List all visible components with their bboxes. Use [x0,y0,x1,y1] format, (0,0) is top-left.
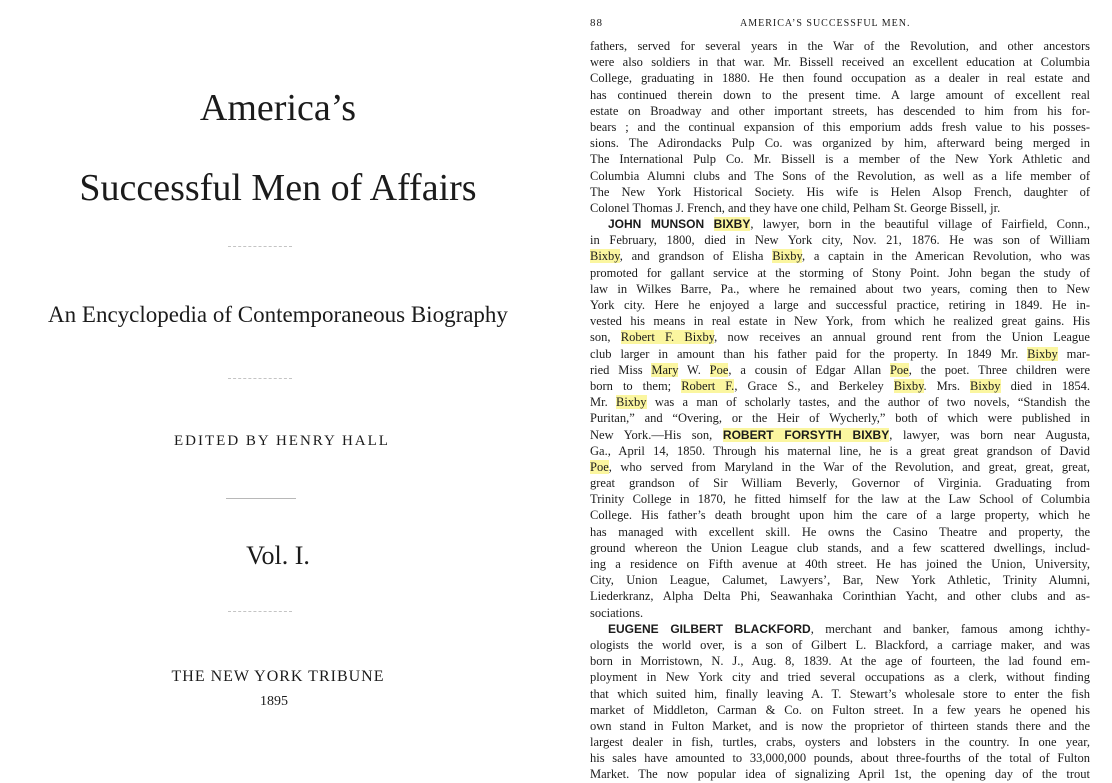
text-run: Trinity College in 1870, he fitted himself for the law at the Law School of Columbia [590,492,1090,507]
text-run: , merchant and banker, famous among ichthy- [810,621,1090,636]
text-line [590,378,1090,394]
text-line [590,718,1090,734]
highlighted-term: Poe [889,362,909,377]
editor-credit: EDITED BY HENRY HALL [174,433,390,449]
book-title-line-1: America’s [199,87,357,129]
text-run: has continued therein down to the present time. A large amount of excellent real [590,87,1090,102]
text-line [590,653,1090,669]
text-line [590,135,1090,151]
text-line [590,394,1090,410]
highlighted-term: Mary [651,362,679,377]
text-line [590,200,1090,216]
text-line [590,588,1090,604]
text-line [590,297,1090,313]
text-line [590,637,1090,653]
text-run: The New York Historical Society. His wife is Helen Alsop French, daughter of [590,184,1090,199]
text-run: W. [678,362,710,377]
highlighted-term: BIXBY [713,217,751,232]
text-run: great grandson of Sir William Beverly, Governor of Virginia. Graduating from [590,476,1090,491]
text-line [590,313,1090,329]
text-line [590,686,1090,702]
text-line [590,572,1090,588]
text-run: Mr. [590,395,616,410]
text-line [590,443,1090,459]
text-line [590,605,1090,621]
text-run: , lawyer, born in the beautiful village of Fairfield, Conn., [750,217,1090,232]
text-line [590,556,1090,572]
text-line [590,669,1090,685]
highlighted-term: Bixby [893,378,924,393]
text-run: , a cousin of Edgar Allan [728,362,890,377]
text-run: ground whereon the Union League club stands, and a few scattered dwellings, includ- [590,540,1090,555]
text-run: Columbia Alumni clubs and The Sons of the Revolution, as well as a life member of [590,168,1090,183]
text-run: . Mrs. [923,378,970,393]
text-run: College, graduating in 1880. He then found occupation as a dealer in real estate and [590,71,1090,86]
text-line [590,540,1090,556]
text-run: Liederkranz, Alpha Delta Phi, Seawanhaka Corinthian Yacht, and other clubs and as- [590,589,1090,604]
text-run: , lawyer, was born near Augusta, [889,427,1091,442]
highlighted-term: Bixby [772,249,802,264]
text-run: ployment in New York city and tried several occupations as a clerk, without finding [590,670,1090,685]
text-line [590,362,1090,378]
text-run: in February, 1800, died in New York city, Nov. 21, 1876. He was son of William [590,233,1090,248]
text-line [590,87,1090,103]
volume-label: Vol. I. [246,541,310,570]
text-run: Puritan,” and “Overing, or the Heir of Wycherly,” both of which were published in [590,411,1090,426]
text-run: largest dealer in fish, turtles, crabs, oysters and lobsters in the country. In one year, [590,735,1090,750]
text-line [590,524,1090,540]
text-run: has managed with excellent skill. He owns the Casino Theatre and property, the [590,524,1090,539]
text-run: Ga., April 14, 1850. Through his maternal line, he is a great great grandson of David [590,443,1090,458]
text-run: promoted for gallant service at the storming of Stony Point. John began the study of [590,265,1090,280]
text-run: estate on Broadway and other important streets, has descended to him from his for- [590,103,1090,118]
text-run: , Grace S., and Berkeley [734,378,894,393]
text-run: law in Wilkes Barre, Pa., where he remained about two years, coming then to New [590,281,1090,296]
text-line [590,281,1090,297]
text-run: City, Union League, Calumet, Lawyers’, Bar, New York Athletic, Trinity Alumni, [590,573,1090,588]
highlighted-term: Poe [590,459,609,474]
text-run: , now receives an annual ground rent from the Union League [714,330,1090,345]
text-line [590,475,1090,491]
text-run: sions. The Adirondacks Pulp Co. was organized by him, afterward being merged in [590,136,1090,151]
text-run: ried Miss [590,362,652,377]
text-run: vested his means in real estate in New York, from which he realized great gains. His [590,314,1090,329]
highlighted-term: ROBERT FORSYTH BIXBY [722,427,890,442]
text-line [590,750,1090,766]
text-line [590,54,1090,70]
text-line [590,507,1090,523]
highlighted-term: Poe [709,362,729,377]
text-run: fathers, served for several years in the War of the Revolution, and other ancestors [590,39,1090,53]
text-line [590,734,1090,750]
text-line [590,621,1090,637]
text-line [590,427,1090,443]
text-run: own stand in Fulton Market, and is now the proprietor of thirteen stands there and the [590,718,1090,733]
text-line [590,265,1090,281]
text-line [590,232,1090,248]
text-run: club larger in amount than his father paid for the property. In 1849 Mr. [590,346,1028,361]
text-line [590,184,1090,200]
highlighted-term: Robert F. Bixby [620,330,715,345]
highlighted-term: Bixby [615,395,647,410]
text-run: ologists the world over, is a son of Gilbert L. Blackford, a carriage maker, and was [590,637,1090,652]
running-head: AMERICA’S SUCCESSFUL MEN. [740,18,911,29]
text-line [590,329,1090,345]
text-run: ing a residence on Fifth avenue at 40th street. He has joined the Union, University, [590,557,1090,571]
text-line [590,766,1090,782]
highlighted-term: Bixby [969,378,1001,393]
text-line [590,103,1090,119]
text-run: market of Middleton, Carman & Co. on Fulton street. In a few years he opened his [590,702,1090,717]
text-run: , and grandson of Elisha [619,249,773,264]
text-run: were also soldiers in that war. Mr. Bissell received an excellent education at Columbia [590,55,1090,70]
text-line [590,151,1090,167]
text-run: York city. Here he enjoyed a large and successful practice, retiring in 1849. He in- [590,298,1090,312]
highlighted-term: Bixby [590,249,620,264]
text-line [590,346,1090,362]
text-line [590,491,1090,507]
text-line [590,168,1090,184]
text-run: , who served from Maryland in the War of the Revolution, and great, great, great, [608,459,1090,474]
text-run: Market. The now popular idea of signalizing April 1st, the opening day of the trout [590,767,1090,782]
text-line [590,70,1090,86]
ornament-rule [228,378,292,379]
text-line [590,410,1090,426]
text-run: sociations. [590,605,644,620]
publication-year: 1895 [260,694,288,709]
text-run: son, [590,330,621,345]
text-run: born in Morristown, N. J., Aug. 8, 1839. At the age of fourteen, the lad found em- [590,654,1090,669]
text-run: died in 1854. [1000,378,1090,393]
page-number: 88 [590,17,603,29]
entry-name: JOHN MUNSON [608,217,714,232]
ornament-rule [228,246,292,247]
text-line [590,216,1090,232]
text-run: born to them; [590,378,682,393]
text-run: Colonel Thomas J. French, and they have one child, Pelham St. George Bissell, jr. [590,200,1001,215]
text-page [560,0,1112,782]
text-run: College. His father’s death brought upon him the care of a large property, which he [590,508,1090,523]
highlighted-term: Robert F. [681,378,735,393]
body-text [590,38,1090,783]
book-subtitle: An Encyclopedia of Contemporaneous Biography [48,302,508,327]
text-run: New York.—His son, [590,427,723,442]
text-run: , a captain in the American Revolution, who was [801,249,1091,264]
text-run: was a man of scholarly tastes, and the author of two novels, “Standish the [646,395,1090,410]
book-title-line-2: Successful Men of Affairs [79,167,477,209]
text-run: , the poet. Three children were [908,362,1091,377]
ornament-rule [226,498,296,499]
entry-name: EUGENE GILBERT BLACKFORD [608,621,811,636]
text-run: mar- [1057,346,1090,361]
text-run: The International Pulp Co. Mr. Bissell is a member of the New York Athletic and [590,152,1090,167]
text-run: his sales have amounted to 33,000,000 pounds, about three-fourths of the total of Fulton [590,751,1090,766]
text-line [590,119,1090,135]
highlighted-term: Bixby [1027,346,1058,361]
text-line [590,38,1090,54]
publisher: THE NEW YORK TRIBUNE [171,668,385,685]
text-line [590,702,1090,718]
text-run: that which suited him, finally leaving A. T. Stewart’s wholesale store to enter the fish [590,686,1090,701]
text-line [590,248,1090,264]
ornament-rule [228,611,292,612]
text-line [590,459,1090,475]
text-run: bears ; and the continual expansion of this emporium adds fresh value to his posses- [590,119,1090,134]
title-page [0,0,540,752]
